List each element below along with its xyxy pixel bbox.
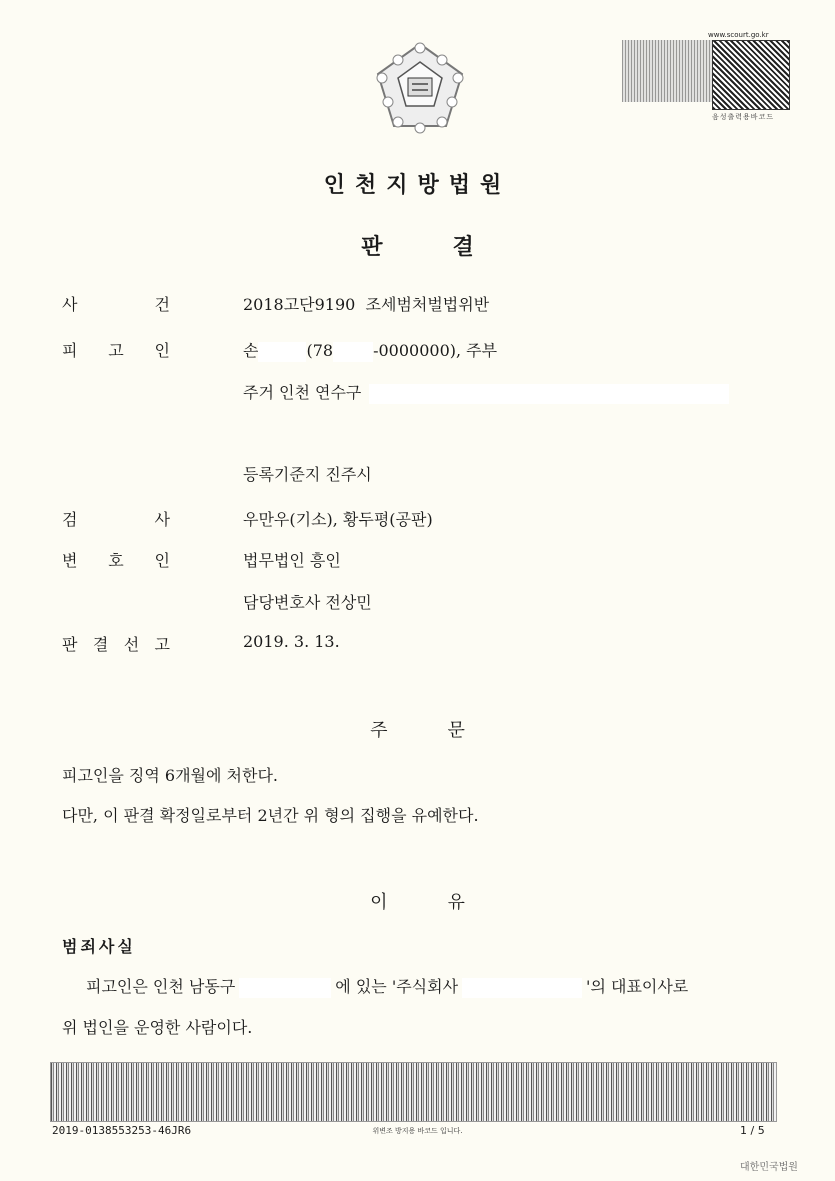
- issuer-label: 대한민국법원: [740, 1162, 798, 1173]
- sentence-date-label: 판 결 선 고: [62, 635, 170, 654]
- redaction-box: [258, 342, 306, 362]
- order-line-2: 다만, 이 판결 확정일로부터 2년간 위 형의 집행을 유예한다.: [62, 806, 479, 825]
- court-name-title: 인천지방법원: [323, 173, 512, 198]
- facts-line-1: [86, 974, 688, 998]
- defendant-rrn-suffix: -0000000),: [373, 341, 462, 360]
- court-url: www.scourt.go.kr: [708, 31, 769, 39]
- order-line-1: 피고인을 징역 6개월에 처한다.: [62, 766, 278, 785]
- defendant-label: 피 고 인: [62, 341, 170, 360]
- case-number: 2018고단9190: [243, 295, 356, 314]
- order-section-title: 주문: [370, 720, 525, 741]
- facts-line-2: 위 법인을 운영한 사람이다.: [62, 1018, 253, 1037]
- residence-line: [243, 380, 729, 404]
- facts-line-1-part-b: 에 있는 '주식회사: [335, 977, 459, 996]
- defendant-occupation: 주부: [466, 341, 498, 360]
- anti-forgery-barcode: [50, 1062, 777, 1122]
- redaction-box: [369, 384, 729, 404]
- counsel-label: 변 호 인: [62, 551, 170, 570]
- redaction-box: [333, 342, 373, 362]
- defendant-value: [243, 338, 497, 362]
- court-seal-emblem: [372, 38, 468, 134]
- defendant-rrn-prefix: (78: [306, 341, 334, 360]
- redaction-box: [462, 978, 582, 998]
- case-label: 사 건: [62, 295, 170, 314]
- prosecutor-label: 검 사: [62, 510, 170, 529]
- counsel-firm: 법무법인 흥인: [243, 551, 341, 570]
- defendant-name: 손: [243, 341, 259, 360]
- document-type-title: 판결: [361, 235, 544, 260]
- reasons-section-title: 이유: [370, 892, 525, 913]
- barcode-note: 위변조 방지용 바코드 입니다.: [372, 1127, 463, 1135]
- facts-heading: 범죄사실: [62, 937, 136, 956]
- qr-caption: 음성출력용바코드: [712, 113, 775, 121]
- residence: 주거 인천 연수구: [243, 383, 362, 402]
- case-name: 조세범처벌법위반: [365, 295, 490, 314]
- redaction-box: [239, 978, 331, 998]
- top-barcode-image: [622, 40, 712, 102]
- registration-line: 등록기준지 진주시: [243, 465, 372, 484]
- page-number: 1 / 5: [740, 1124, 765, 1137]
- facts-line-1-part-a: 피고인은 인천 남동구: [86, 977, 236, 996]
- document-id: 2019-0138553253-46JR6: [52, 1124, 192, 1137]
- facts-line-1-part-c: '의 대표이사로: [586, 977, 689, 996]
- sentence-date: 2019. 3. 13.: [243, 632, 340, 651]
- qr-code-image: [712, 40, 790, 110]
- case-value: [243, 292, 489, 315]
- counsel-attorney: 담당변호사 전상민: [243, 593, 372, 612]
- prosecutor-value: 우만우(기소), 황두평(공판): [243, 510, 433, 529]
